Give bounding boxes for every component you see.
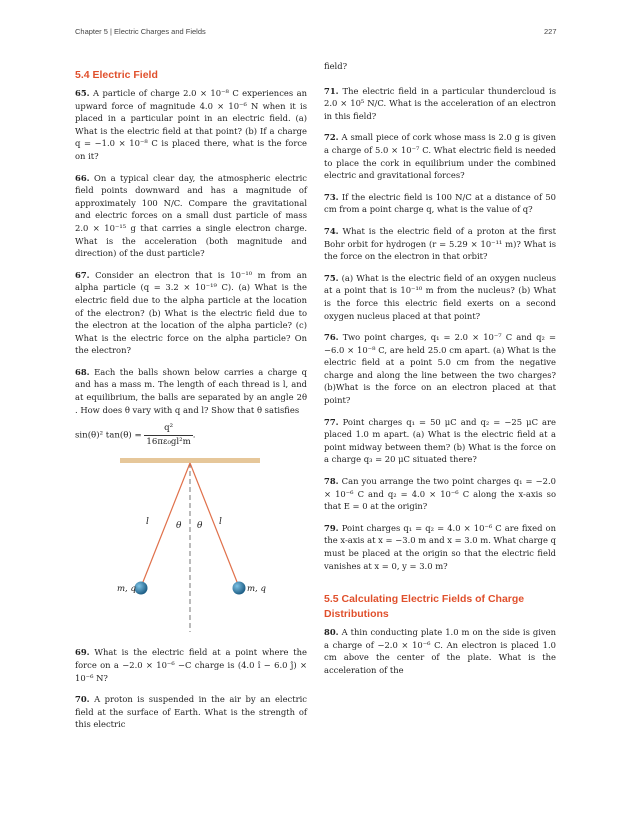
problem-70: 70. A proton is suspended in the air by an electric field at the surface of Earth. What is the strength of this electric bbox=[75, 694, 307, 730]
problem-78: 78. Can you arrange the two point charges q₁ = −2.0 × 10⁻⁶ C and q₂ = 4.0 × 10⁻⁶ C along the x-axis so that E = 0 at the origin? bbox=[324, 476, 556, 512]
ceiling bbox=[120, 458, 260, 463]
problem-67: 67. Consider an electron that is 10⁻¹⁰ m from an alpha particle (q = 3.2 × 10⁻¹⁹ C). (a) What is the electric field due to the alpha particle at the location of the electron? (b) What is the electric field due to the electron at the location of the alpha particle? (c) What is the electric force on the alpha particle? On the electron? bbox=[75, 269, 307, 356]
equation-numerator: q² bbox=[144, 422, 192, 436]
thread-length-label-left: l bbox=[146, 517, 149, 528]
page-number: 227 bbox=[544, 27, 557, 36]
equation-fraction bbox=[144, 422, 192, 448]
section-title-5-4: 5.4 Electric Field bbox=[75, 69, 158, 81]
chapter-header: Chapter 5 | Electric Charges and Fields bbox=[75, 27, 206, 36]
left-column bbox=[75, 68, 307, 740]
problem-72: 72. A small piece of cork whose mass is 2.0 g is given a charge of 5.0 × 10⁻⁷ C. What electric field is needed to place the cork in equilibrium under the combined electric and gravitational forces? bbox=[324, 132, 556, 181]
problem-66: 66. On a typical clear day, the atmospheric electric field points downward and has a magnitude of approximately 100 N/C. Compare the gravitational and electric forces on a small dust particle of mass 2.0 × 10⁻¹⁵ g that carries a single electron charge. What is the acceleration (both magnitude and direction) of the dust particle? bbox=[75, 172, 307, 259]
carry-over-text: field? bbox=[324, 61, 348, 71]
ball-right bbox=[233, 582, 246, 595]
pendulum-diagram bbox=[75, 454, 307, 634]
thread-length-label-right: l bbox=[219, 517, 222, 528]
problem-75: 75. (a) What is the electric field of an oxygen nucleus at a point that is 10⁻¹⁰ m from the nucleus? (b) What is the force this electric field exerts on a second oxygen nucleus placed at that point? bbox=[324, 272, 556, 321]
ball-right-label: m, q bbox=[247, 584, 266, 595]
equation-denominator: 16πε₀gl²m bbox=[146, 436, 191, 447]
problem-69: 69. What is the electric field at a point where the force on a −2.0 × 10⁻⁶ −C charge is (4.0 î − 6.0 ĵ) × 10⁻⁶ N? bbox=[75, 647, 307, 683]
problem-71: 71. The electric field in a particular thundercloud is 2.0 × 10⁵ N/C. What is the acceleration of an electron in this field? bbox=[324, 85, 556, 121]
ball-left-label: m, q bbox=[117, 584, 136, 595]
pendulum-figure bbox=[75, 454, 307, 634]
problem-80: 80. A thin conducting plate 1.0 m on the side is given a charge of −2.0 × 10⁻⁶ C. An electron is placed 1.0 cm above the center of the plate. What is the acceleration of the bbox=[324, 627, 557, 675]
problem-68: 68. Each the balls shown below carries a charge q and has a mass m. The length of each thread is l, and at equilibrium, the balls are separated by an angle 2θ . How does θ vary with q and l? Show that θ satisfies bbox=[75, 366, 307, 415]
angle-label-left: θ bbox=[176, 521, 182, 532]
problem-76: 76. Two point charges, q₁ = 2.0 × 10⁻⁷ C and q₂ = −6.0 × 10⁻⁸ C, are held 25.0 cm apart. (a) What is the electric field at a point 5.0 cm from the negative charge and along the line between the two charges? (b)What is the force on an electron placed at that point? bbox=[324, 332, 556, 406]
problem-65: 65. A particle of charge 2.0 × 10⁻⁸ C experiences an upward force of magnitude 4.0 × 10⁻⁶ N when it is placed in a particular point in an electric field. (a) What is the electric field at that point? (b) If a charge q = −1.0 × 10⁻⁸ C is placed there, what is the force on it? bbox=[75, 88, 307, 161]
problem-79: 79. Point charges q₁ = q₂ = 4.0 × 10⁻⁶ C are fixed on the x-axis at x = −3.0 m and x = 3.0 m. What charge q must be placed at the origin so that the electric field vanishes at x = 0, y = 3.0 m? bbox=[324, 522, 556, 571]
right-column bbox=[324, 60, 556, 686]
problem-77: 77. Point charges q₁ = 50 μC and q₂ = −25 μC are placed 1.0 m apart. (a) What is the electric field at a point midway between them? (b) What is the force on a charge q₃ = 20 μC situated there? bbox=[324, 416, 556, 465]
problem-74: 74. What is the electric field of a proton at the first Bohr orbit for hydrogen (r = 5.29 × 10⁻¹¹ m)? What is the force on the electron in that orbit? bbox=[324, 225, 556, 262]
equation: sin(θ)² tan(θ) = $\frac{\text{q²}}{\text{16πε₀gl²m}}$ . bbox=[75, 423, 196, 447]
problem-73: 73. If the electric field is 100 N/C at a distance of 50 cm from a point charge q, what is the value of q? bbox=[324, 191, 556, 215]
section-title-5-5: 5.5 Calculating Electric Fields of Charge Distributions bbox=[324, 593, 525, 621]
ball-left bbox=[135, 582, 148, 595]
equation-lhs: sin(θ)² tan(θ) = bbox=[75, 430, 142, 441]
angle-label-right: θ bbox=[197, 521, 203, 532]
